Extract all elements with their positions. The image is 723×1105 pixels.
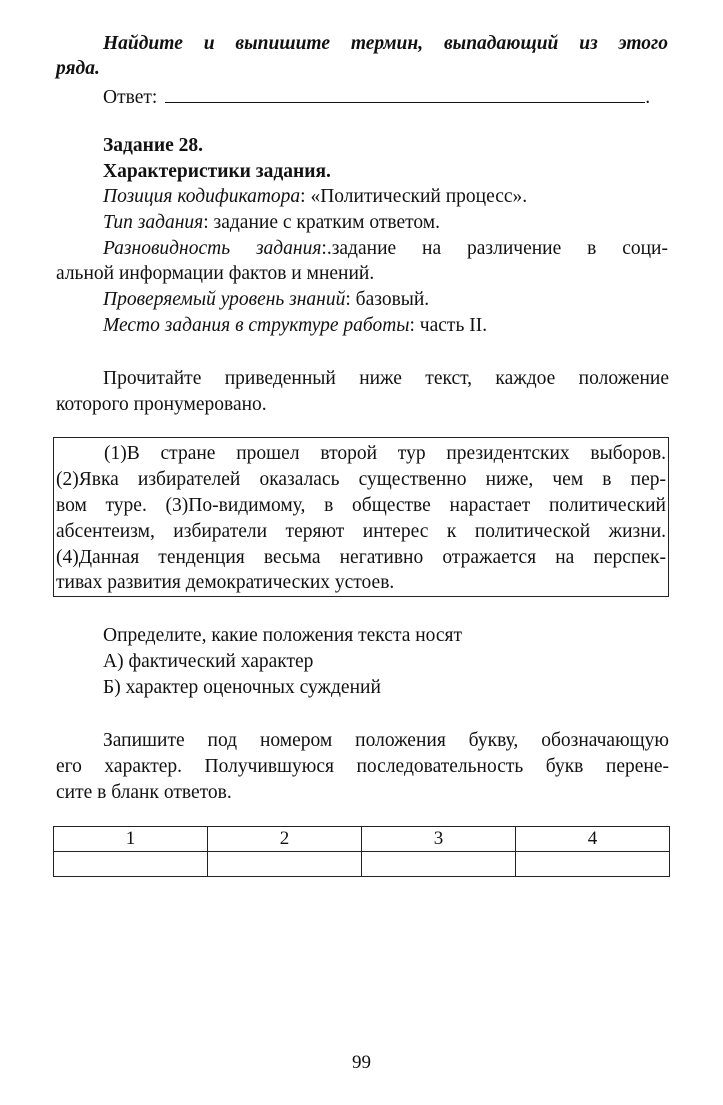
passage-line: (1)В стране прошел второй тур президентских выборов. (104, 443, 666, 464)
answer-table-value-row (54, 852, 670, 877)
question-line: Определите, какие положения текста носят (103, 625, 463, 646)
option-b: Б) характер оценочных суждений (103, 677, 381, 698)
passage-line: абсентеизм, избиратели теряют интерес к политической жизни. (56, 521, 666, 542)
instruction-line-1: Найдите и выпишите термин, выпадающий из этого (103, 33, 668, 54)
task-subtitle: Характеристики задания. (103, 161, 331, 182)
passage-box (53, 437, 669, 597)
passage-line: (2)Явка избирателей оказалась существенно ниже, чем в пер- (56, 469, 666, 490)
passage-line: вом туре. (3)По-видимому, в обществе нарастает политический (56, 495, 666, 516)
answer-row: Ответ: . (103, 84, 650, 110)
level-line: Проверяемый уровень знаний: базовый. (103, 289, 430, 310)
write-instruction-line-3: сите в бланк ответов. (56, 782, 232, 803)
prompt-line-2: которого пронумеровано. (56, 394, 267, 415)
write-instruction-line-1: Запишите под номером положения букву, обозначающую (103, 730, 669, 751)
codifier-line: Позиция кодификатора: «Политический процесс». (103, 186, 528, 207)
answer-cell[interactable] (516, 852, 670, 877)
answer-table-header: 2 (208, 827, 362, 852)
answer-table-header: 3 (362, 827, 516, 852)
answer-table (53, 826, 670, 877)
prompt-line-1: Прочитайте приведенный ниже текст, каждое положение (103, 368, 669, 389)
option-a: А) фактический характер (103, 651, 314, 672)
answer-cell[interactable] (54, 852, 208, 877)
type-line: Тип задания: задание с кратким ответом. (103, 212, 441, 233)
answer-cell[interactable] (362, 852, 516, 877)
task-title: Задание 28. (103, 135, 204, 156)
variety-line-2: альной информации фактов и мнений. (56, 263, 375, 284)
answer-table-header-row (54, 827, 670, 852)
answer-cell[interactable] (208, 852, 362, 877)
write-instruction-line-2: его характер. Получившуюся последовательность букв перене- (56, 756, 669, 777)
answer-line (165, 84, 645, 103)
place-line: Место задания в структуре работы: часть II. (103, 315, 488, 336)
variety-line-1: Разновидность задания:.задание на различение в соци- (103, 238, 668, 259)
answer-table-header: 4 (516, 827, 670, 852)
page-number: 99 (352, 1052, 371, 1073)
passage-line: тивах развития демократических устоев. (56, 572, 395, 593)
passage-line: (4)Данная тенденция весьма негативно отражается на перспек- (56, 547, 666, 568)
answer-table-header: 1 (54, 827, 208, 852)
answer-label: Ответ: (103, 87, 158, 108)
instruction-line-2: ряда. (56, 58, 100, 79)
